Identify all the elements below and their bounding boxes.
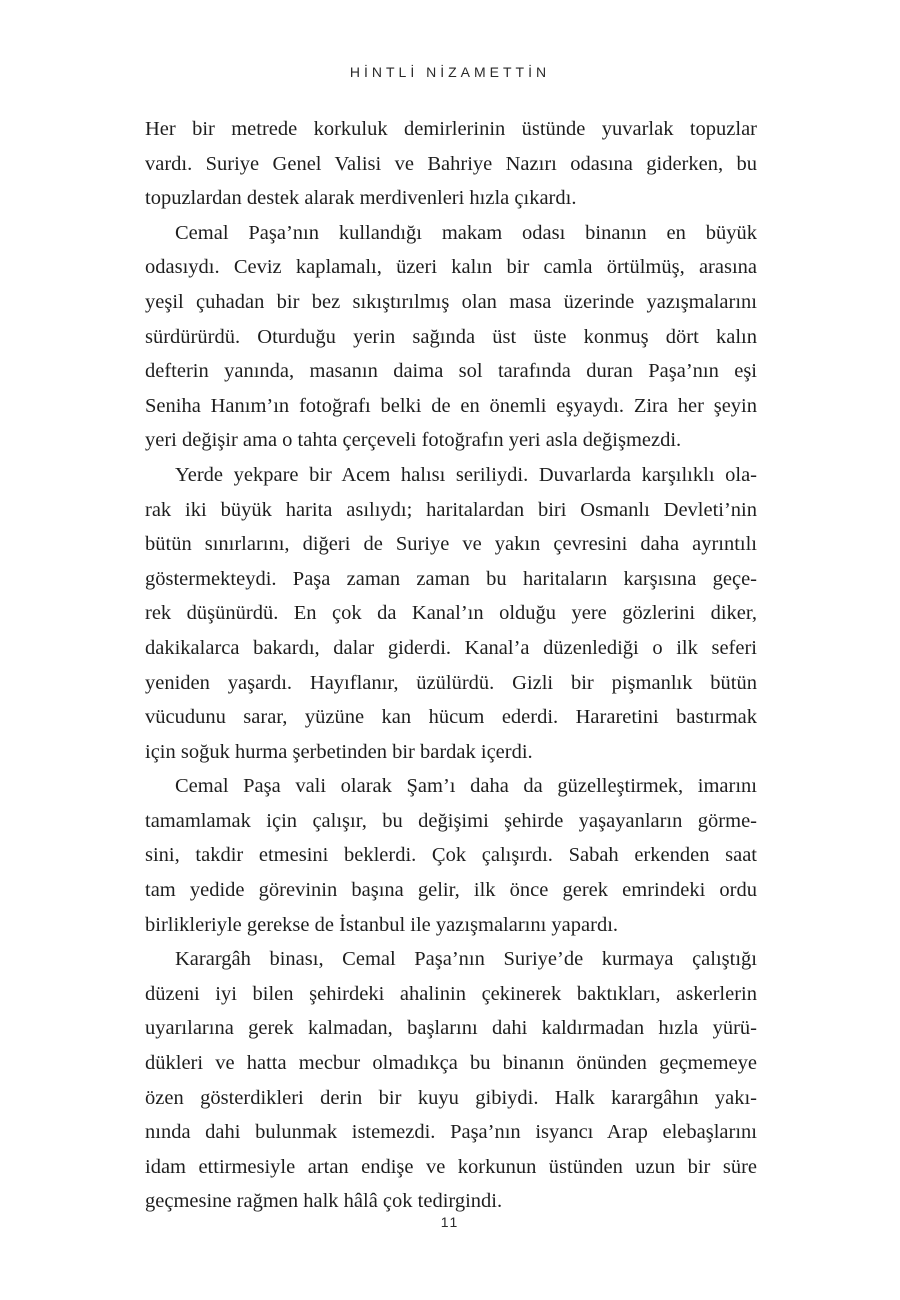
text-line: yeşil çuhadan bir bez sıkıştırılmış olan masa üzerinde yazışmalarını xyxy=(145,290,757,313)
text-line: sini, takdir etmesini beklerdi. Çok çalışırdı. Sabah erkenden saat xyxy=(145,844,757,867)
running-head: HİNTLİ NİZAMETTİN xyxy=(349,64,551,80)
paragraph-2 xyxy=(145,216,757,458)
text-line: rak iki büyük harita asılıydı; haritalardan biri Osmanlı Devleti’nin xyxy=(145,498,757,521)
text-line: defterin yanında, masanın daima sol tarafında duran Paşa’nın eşi xyxy=(145,360,757,383)
text-line: yeniden yaşardı. Hayıflanır, üzülürdü. Gizli bir pişmanlık bütün xyxy=(145,671,757,694)
text-line: yeri değişir ama o tahta çerçeveli fotoğrafın yeri asla değişmezdi. xyxy=(145,429,682,452)
text-line: odasıydı. Ceviz kaplamalı, üzeri kalın bir camla örtülmüş, arasına xyxy=(145,256,757,279)
text-line: Yerde yekpare bir Acem halısı seriliydi. Duvarlarda karşılıklı ola- xyxy=(175,463,757,486)
text-line: Her bir metrede korkuluk demirlerinin üstünde yuvarlak topuzlar xyxy=(145,118,757,140)
text-line: tamamlamak için çalışır, bu değişimi şehirde yaşayanların görme- xyxy=(145,809,757,832)
text-line: idam ettirmesiyle artan endişe ve korkunun üstünden uzun bir süre xyxy=(145,1155,757,1178)
text-line: dükleri ve hatta mecbur olmadıkça bu binanın önünden geçmemeye xyxy=(145,1052,757,1075)
text-line: rek düşünürdü. En çok da Kanal’ın olduğu yere gözlerini diker, xyxy=(145,602,757,625)
text-line: vücudunu sarar, yüzüne kan hücum ederdi. Hararetini bastırmak xyxy=(145,706,757,729)
text-line: topuzlardan destek alarak merdivenleri hızla çıkardı. xyxy=(145,187,577,210)
text-line: bütün sınırlarını, diğeri de Suriye ve yakın çevresini daha ayrıntılı xyxy=(145,533,757,556)
text-line: düzeni iyi bilen şehirdeki ahalinin çekinerek baktıkları, askerlerin xyxy=(145,982,757,1005)
text-line: nında dahi bulunmak istemezdi. Paşa’nın isyancı Arap elebaşlarını xyxy=(145,1121,757,1144)
text-line: Karargâh binası, Cemal Paşa’nın Suriye’de kurmaya çalıştığı xyxy=(175,948,757,971)
page-number: 11 xyxy=(440,1214,460,1230)
text-line: göstermekteydi. Paşa zaman zaman bu haritaların karşısına geçe- xyxy=(145,567,757,590)
text-line: vardı. Suriye Genel Valisi ve Bahriye Nazırı odasına giderken, bu xyxy=(145,152,757,175)
text-line: Seniha Hanım’ın fotoğrafı belki de en önemli eşyaydı. Zira her şeyin xyxy=(145,394,757,417)
paragraph-5 xyxy=(145,942,757,1219)
text-line: uyarılarına gerek kalmadan, başlarını dahi kaldırmadan hızla yürü- xyxy=(145,1017,757,1040)
text-line: Cemal Paşa’nın kullandığı makam odası binanın en büyük xyxy=(175,221,757,244)
text-line: sürdürürdü. Oturduğu yerin sağında üst üste konmuş dört kalın xyxy=(145,325,757,348)
paragraph-1 xyxy=(145,112,757,216)
paragraph-4 xyxy=(145,769,757,942)
paragraph-3 xyxy=(145,458,757,769)
text-line: Cemal Paşa vali olarak Şam’ı daha da güzelleştirmek, imarını xyxy=(175,775,757,798)
body-text xyxy=(145,112,757,1219)
text-line: özen gösterdikleri derin bir kuyu gibiydi. Halk karargâhın yakı- xyxy=(145,1086,757,1109)
text-line: dakikalarca bakardı, dalar giderdi. Kanal’a düzenlediği o ilk seferi xyxy=(145,636,757,659)
text-line: birlikleriyle gerekse de İstanbul ile yazışmalarını yapardı. xyxy=(145,913,619,936)
text-line: için soğuk hurma şerbetinden bir bardak içerdi. xyxy=(145,740,533,763)
text-line: tam yedide görevinin başına gelir, ilk önce gerek emrindeki ordu xyxy=(145,879,757,902)
text-line: geçmesine rağmen halk hâlâ çok tedirgindi. xyxy=(145,1190,503,1213)
